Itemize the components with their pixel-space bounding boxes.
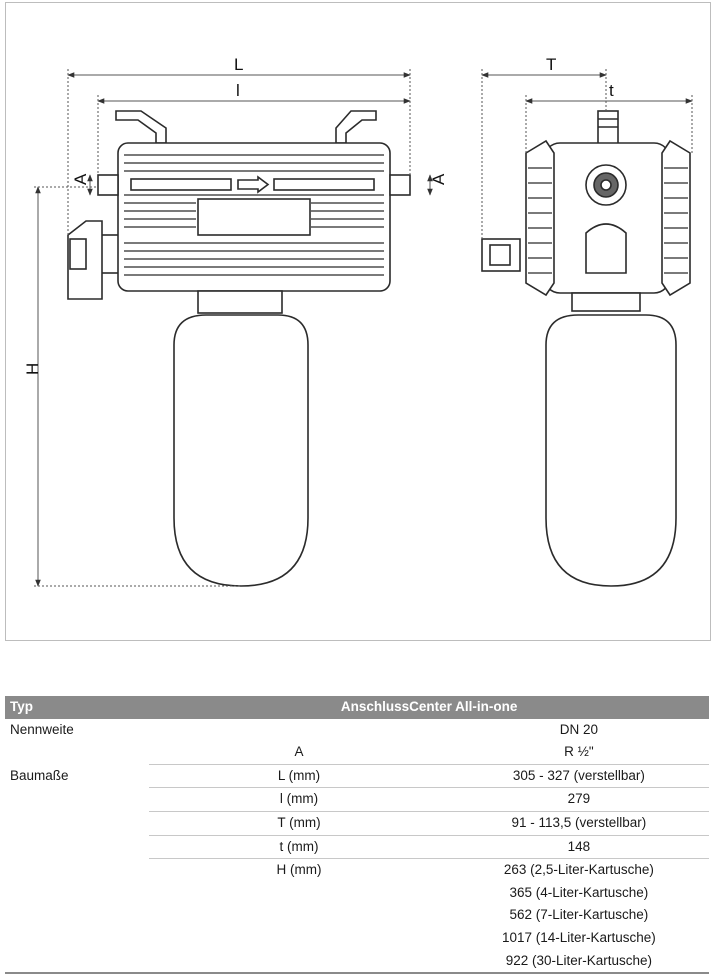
spec-table <box>5 696 709 974</box>
row-key: L (mm) <box>149 764 448 788</box>
row-label <box>5 859 149 882</box>
row-key: A <box>149 741 448 764</box>
row-label: Nennweite <box>10 721 74 737</box>
row-value: DN 20 <box>559 721 598 737</box>
row-label <box>5 741 149 764</box>
table-row <box>5 741 709 764</box>
row-key: t (mm) <box>149 835 448 859</box>
row-key <box>149 927 448 950</box>
dim-label-t: t <box>609 81 614 100</box>
row-value: 148 <box>449 835 709 859</box>
row-value: 279 <box>449 788 709 812</box>
table-row <box>5 904 709 927</box>
row-label <box>5 927 149 950</box>
drawing-svg <box>6 3 712 642</box>
table-row <box>5 764 709 788</box>
header-typ: Typ <box>10 699 33 714</box>
dim-label-A-left: A <box>71 173 90 185</box>
table-row <box>5 835 709 859</box>
table-row <box>5 719 709 742</box>
row-value: 263 (2,5-Liter-Kartusche) <box>503 862 654 878</box>
dim-label-A-right: A <box>429 173 448 185</box>
technical-drawing <box>5 2 711 641</box>
row-key <box>149 950 448 974</box>
side-view <box>482 111 690 586</box>
row-value: 305 - 327 (verstellbar) <box>449 764 709 788</box>
row-value: 91 - 113,5 (verstellbar) <box>449 811 709 835</box>
dim-label-L: L <box>234 55 244 74</box>
row-label <box>5 882 149 905</box>
side-cartridge <box>546 315 676 586</box>
inlet-pipe <box>98 175 118 195</box>
outlet-pipe <box>390 175 410 195</box>
row-label <box>5 904 149 927</box>
side-clip-left <box>526 141 554 295</box>
top-valve <box>598 111 618 145</box>
row-value: 365 (4-Liter-Kartusche) <box>509 884 649 900</box>
flow-bar-left <box>131 179 231 190</box>
left-top-bracket <box>116 111 166 143</box>
row-value: R ½" <box>449 741 709 764</box>
row-value: 562 (7-Liter-Kartusche) <box>509 907 649 923</box>
table-row <box>5 811 709 835</box>
side-neck <box>572 293 640 311</box>
table-row <box>5 927 709 950</box>
row-label <box>5 835 149 859</box>
row-key <box>149 904 448 927</box>
side-clip-right <box>662 141 690 295</box>
cartridge-neck <box>198 291 282 313</box>
row-label <box>5 811 149 835</box>
center-window <box>198 199 310 235</box>
row-key: H (mm) <box>276 862 322 878</box>
flow-bar-right <box>274 179 374 190</box>
row-value: 922 (30-Liter-Kartusche) <box>449 950 709 974</box>
table-row <box>5 950 709 974</box>
cartridge <box>174 315 308 586</box>
table-row <box>5 859 709 882</box>
left-connector-cap <box>70 239 86 269</box>
row-value: 1017 (14-Liter-Kartusche) <box>501 929 656 945</box>
front-view <box>68 111 410 586</box>
row-label: Baumaße <box>10 767 69 783</box>
dim-label-l: l <box>236 81 240 100</box>
row-key <box>149 719 448 742</box>
row-key <box>149 882 448 905</box>
dim-label-H: H <box>23 362 42 375</box>
row-label <box>5 788 149 812</box>
header-product: AnschlussCenter All-in-one <box>340 699 518 714</box>
row-label <box>5 950 149 974</box>
row-key: T (mm) <box>149 811 448 835</box>
table-header <box>5 696 709 719</box>
right-top-bracket <box>336 111 376 143</box>
dim-label-T: T <box>546 55 557 74</box>
table-row <box>5 882 709 905</box>
row-key: l (mm) <box>149 788 448 812</box>
lower-clamp <box>586 224 626 273</box>
table-row <box>5 788 709 812</box>
